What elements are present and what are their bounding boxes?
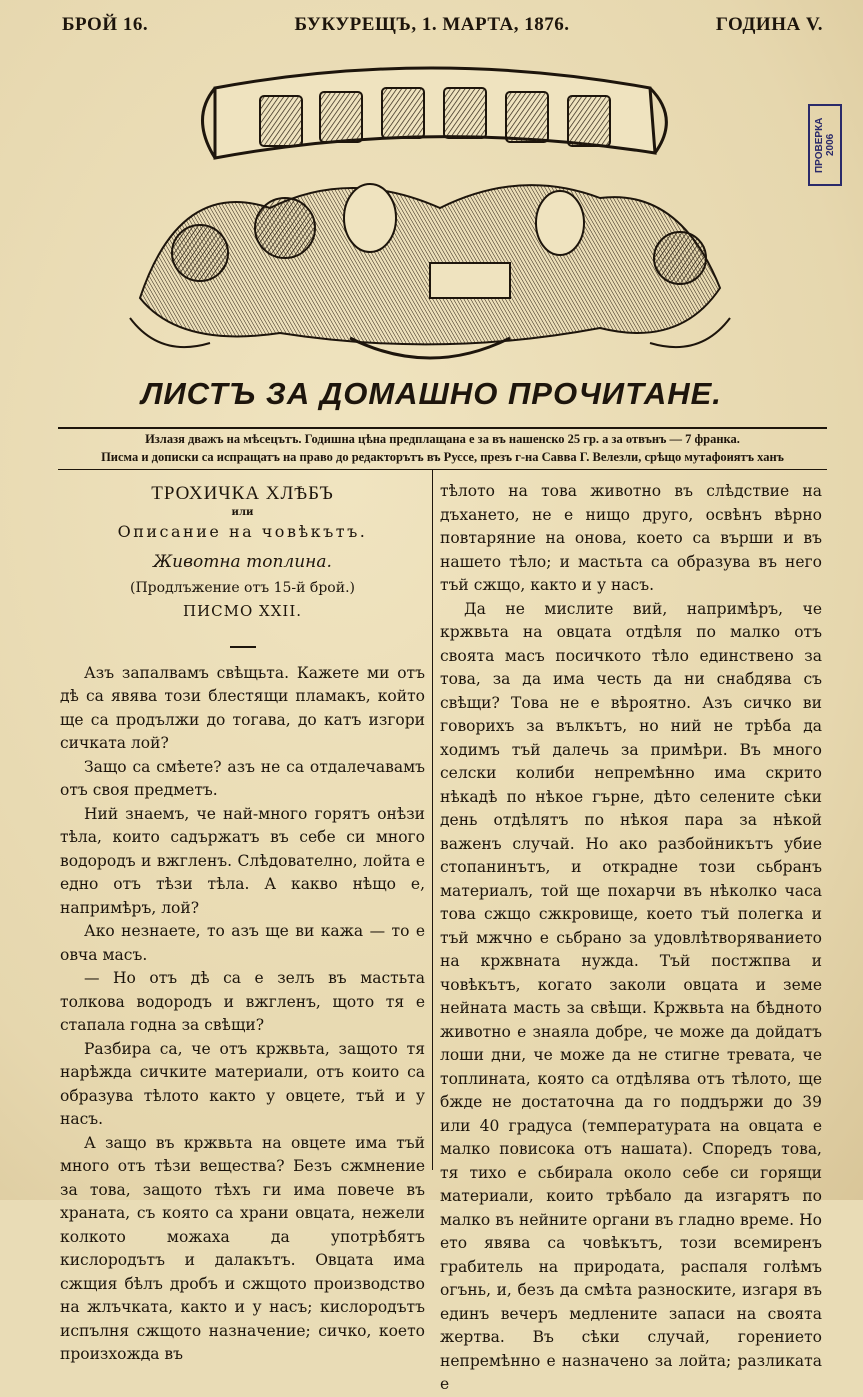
bottom-rule [58, 469, 827, 470]
separator-dash [230, 646, 256, 648]
paragraph: Ний знаемъ, че най-много горятъ онѣзи тѣла, които садържатъ въ себе си много водородъ и вжгленъ. Слѣдователно, лойта е едно отъ тѣзи тѣла. А какво нѣщо е, напримѣръ, лой? [60, 804, 425, 917]
paragraph: Азъ запалвамъ свѣщьта. Кажете ми отъ дѣ са явява този блестящи пламакъ, който ще са продължи до тогава, до катъ изгори сичката лой? [60, 663, 425, 752]
continuation-note: (Продлъжение отъ 15-й брой.) [130, 579, 355, 596]
top-rule [58, 427, 827, 429]
header-line [62, 14, 823, 36]
paragraph: Да не мислите вий, напримѣръ, че кржвьта на овцата отдѣля по малко отъ своята масъ посичкото тѣло единствено за това, за да има честь да ни снабдява съ свѣщи? Това не е вѣроятно. Азъ сичко ви говорихъ за вълкътъ, но ний не трѣба да ходимъ тъй далечь за примѣри. Въ много селски колиби непремѣнно има скрито нѣкадѣ по нѣкое гърне, дѣто селените сѣки день отдѣлятъ по нѣкоя пара за нѣкой важенъ случай. Но ако разбойникътъ убие стопанинътъ, и открадне този сьбранъ материалъ, той ще похарчи въ нѣколко часа това сжщо сжкровище, което тъй полегка и тъй мжчно е сьбрано за удовлѣтворяванието на кржвната нужда. Тъй постжпва и човѣкътъ, когато заколи овцата и земе нейната масть за свѣщи. Кржвьта на бѣдното животно е знаяла добре, че може да дойдатъ лоши дни, че може да не стигне тревата, че топлината, която са отдѣлява отъ тѣлото, ще бжде не достаточна да го поддържи до 39 или 40 градуса (температурата на овцата е малко повисока отъ нашата). Споредъ това, тя тихо е сьбирала около себе си горящи материали, които трѣбало да изгарятъ по малко въ нейните органи въ гладно време. Но ето явява са човѣкътъ, този всемиренъ грабитель на природата, распаля голѣмъ огънь, и, безъ да смѣта разноските, изгаря въ единъ вечеръ медлените запаси на своята жертва. Въ сѣки случай, горението непремѣнно е назначено за лойта; разликата е [440, 599, 822, 1393]
paragraph: тѣлото на това животно въ слѣдствие на дъхането, не е нищо друго, освѣнъ вѣрно повтаряние на онова, което са върши и въ нашето тѣло; и мастьта са образува въ него тъй сжщо, както и у насъ. [440, 482, 822, 594]
paragraph: А защо въ кржвьта на овцете има тъй много отъ тѣзи вещества? Безъ сжмнение за това, защото тѣхъ ги има повече въ храната, съ която са храни овцата, нежели колкото можаха да употрѣбятъ кислородътъ и далакътъ. Овцата има сжщия бѣлъ дробъ и сжщото производство на жлъчката, както и у насъ; кислородътъ испълня сжщото назначение; сичко, което произхожда въ [60, 1133, 425, 1363]
letter-number: ПИСМО XXII. [182, 602, 303, 620]
section-heading: Животна топлина. [153, 552, 332, 572]
article-ili: или [231, 506, 254, 518]
info-line-1: Излазя дважъ на мѣсецътъ. Годишна цѣна предплащана е за въ нашенско 25 гр. а за отвънъ — 7 франка. [145, 432, 740, 446]
paragraph: Защо са смѣете? азъ не са отдалечавамъ отъ своя предметъ. [60, 757, 425, 799]
article-title: ТРОХИЧКА ХЛѢБЪ [151, 483, 334, 504]
place-date: БУКУРЕЩЪ, 1. МАРТА, 1876. [294, 14, 570, 35]
info-line-2: Писма и дописки са испращатъ на право до редакторътъ въ Руссе, презъ г-на Савва Г. Велезли, срѣщо мутафоиятъ ханъ [101, 450, 784, 464]
archive-stamp: ПРОВЕРКА 2006 [808, 104, 842, 186]
column-divider [432, 470, 433, 1170]
subtitle: ЛИСТЪ ЗА ДОМАШНО ПРОЧИТАНЕ. [141, 376, 722, 411]
masthead-engraving [120, 58, 740, 378]
paragraph: Разбира са, че отъ кржвьта, защото тя нарѣжда сичките материали, отъ които са образува тѣлото както у овцете, тъй и у насъ. [60, 1039, 425, 1128]
right-column [440, 480, 822, 1397]
paragraph: — Но отъ дѣ са е зелъ въ мастьта толкова водородъ и вжгленъ, щото тя е стапала годна за свѣщи? [60, 969, 425, 1034]
issue-number: БРОЙ 16. [62, 14, 149, 35]
paragraph: Ако незнаете, то азъ ще ви кажа — то е овча масъ. [60, 922, 425, 964]
left-column [60, 480, 425, 1367]
year-number: ГОДИНА V. [715, 14, 823, 35]
article-subtitle: Описание на човѣкътъ. [117, 521, 368, 541]
